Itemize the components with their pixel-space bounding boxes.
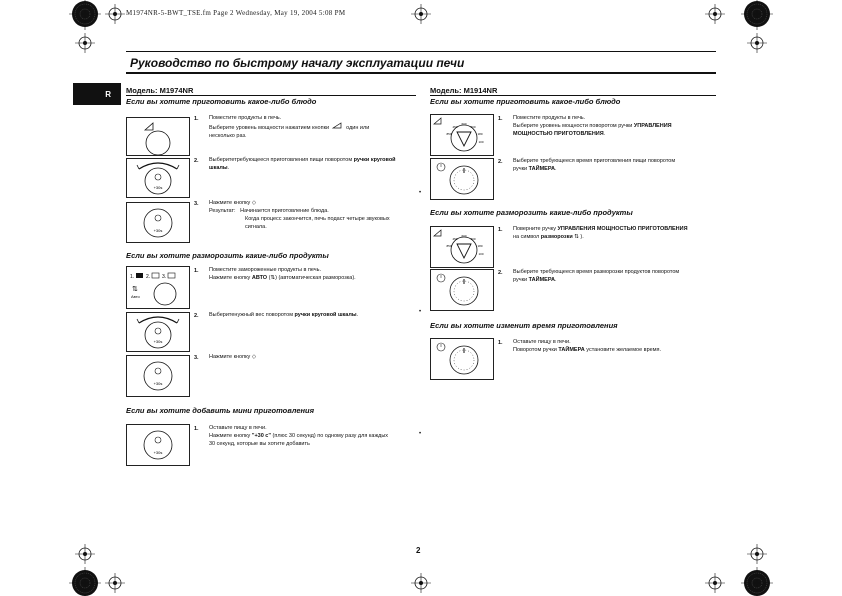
defrost-seq-3: 3. xyxy=(162,274,167,280)
right-model-label: Модель: M1914NR xyxy=(430,86,498,95)
right-model-rule xyxy=(430,95,716,96)
left-section-add-time-heading: Если вы хотите добавить мини приготовления xyxy=(126,406,315,415)
illustration-dial-knob-defrost xyxy=(126,312,190,352)
center-marker: • xyxy=(419,190,422,196)
left-section-defrost-heading: Если вы хотите разморозить какие-либо продукты xyxy=(126,251,329,260)
left-defrost-step2-text: Выберитенужный вес поворотом ручки круговой шкалы. xyxy=(209,312,359,318)
left-cook-step2-text: Выберитетребующееся приготовления пищи поворотом ручки круговой шкалы. xyxy=(209,157,396,171)
power-level: 180 xyxy=(477,244,483,248)
power-level: 600 xyxy=(461,234,467,238)
print-header: M1974NR-5-BWT_TSE.fm Page 2 Wednesday, May 19, 2004 5:08 PM xyxy=(126,9,346,17)
page-title: Руководство по быстрому началу эксплуатации печи xyxy=(130,56,465,70)
dial-plus30-label: +30s xyxy=(153,185,163,190)
title-rule-top xyxy=(126,51,716,52)
language-tab: R xyxy=(73,83,121,105)
start-icon: ◇ xyxy=(251,354,257,360)
illustration-defrost-button xyxy=(126,266,190,309)
right-change-time-step1-text: Оставьте пищу в печи. Поворотом ручки ТАЙМЕРА установите желаемое время. xyxy=(513,339,661,353)
left-model-label: Модель: M1974NR xyxy=(126,86,194,95)
page-number: 2 xyxy=(416,546,421,555)
right-defrost-step2-text: Выберите требующееся время разморозки продуктов поворотом ручки ТАЙМЕРА. xyxy=(513,269,680,283)
right-section-change-time-heading: Если вы хотите изменит время приготовления xyxy=(430,321,618,330)
power-level: 850 xyxy=(446,244,452,248)
start-plus30-label: +30s xyxy=(153,381,163,386)
defrost-symbol-icon: ⇅ xyxy=(270,275,276,281)
left-section-cook-heading: Если вы хотите приготовить какое-либо блюдо xyxy=(126,97,317,106)
right-section-defrost-heading: Если вы хотите разморозить какие-либо продукты xyxy=(430,208,633,217)
power-level: 450 xyxy=(452,125,458,129)
auto-label: Авто xyxy=(131,294,140,299)
right-defrost-step1-text: Поверните ручку УПРАВЛЕНИЯ МОЩНОСТЬЮ ПРИГОТОВЛЕНИЯ на символ разморозки ⇅ ). xyxy=(513,226,688,240)
illustration-timer-knob-defrost xyxy=(430,269,494,311)
power-level: 100 xyxy=(478,140,484,144)
power-level: 100 xyxy=(478,252,484,256)
illustration-timer-knob-change xyxy=(430,338,494,380)
illustration-plus30-button xyxy=(126,424,190,466)
power-level: 300 xyxy=(470,237,476,241)
start-icon: ◇ xyxy=(251,200,257,206)
right-cook-step2-text: Выберите требующееся время приготовления пищи поворотом ручки ТАЙМЕРА. xyxy=(513,158,676,172)
defrost-icon: ⇅ xyxy=(132,286,138,293)
plus30-label: +30s xyxy=(153,450,163,455)
illustration-start-button xyxy=(126,202,190,243)
power-level: 850 xyxy=(446,132,452,136)
dial-plus30-label: +30s xyxy=(153,339,163,344)
power-level: 450 xyxy=(452,237,458,241)
left-defrost-step3-text: Нажмите кнопку ◇ xyxy=(209,354,257,360)
illustration-timer-knob xyxy=(430,158,494,200)
right-cook-step1-text: Поместите продукты в печь. Выберите уровень мощности поворотом ручки УПРАВЛЕНИЯ МОЩНОСТЬЮ ПРИГОТОВЛЕНИЯ. xyxy=(513,115,672,137)
power-level: 180 xyxy=(477,132,483,136)
illustration-power-knob xyxy=(430,114,494,156)
right-section-cook-heading: Если вы хотите приготовить какое-либо блюдо xyxy=(430,97,621,106)
power-level: 600 xyxy=(461,122,467,126)
power-icon xyxy=(331,122,345,129)
defrost-seq-2: 2. xyxy=(146,274,151,280)
illustration-dial-knob xyxy=(126,158,190,198)
start-plus30-label: +30s xyxy=(153,228,163,233)
illustration-power-button xyxy=(126,117,190,156)
left-model-rule xyxy=(126,95,416,96)
left-cook-step1-text: Поместите продукты в печь. Выберите уровень мощности нажатием кнопки один или несколько раз. xyxy=(209,115,370,139)
center-marker: • xyxy=(419,431,422,437)
illustration-start-button-defrost xyxy=(126,355,190,397)
illustration-power-knob-defrost xyxy=(430,226,494,268)
defrost-seq-1: 1. xyxy=(130,274,135,280)
defrost-symbol-icon: ⇅ xyxy=(574,234,579,240)
power-level: 300 xyxy=(470,125,476,129)
left-cook-step3-text: Нажмите кнопку ◇ Результат: Начинается приготовление блюда. Когда процесс закончится, печь подаст четыре звуковых сигнала. xyxy=(209,200,390,230)
left-add-time-step1-text: Оставьте пищу в печи. Нажмите кнопку "+30 с" (плюс 30 секунд) по одному разу для каждых 30 секунд, которые вы хотите добавить xyxy=(209,425,389,447)
left-defrost-step1-text: Поместите замороженные продукты в печь. Нажмите кнопку АВТО (⇅) (автоматическая разморозка). xyxy=(209,267,356,281)
center-marker: • xyxy=(419,309,422,315)
title-rule-bottom xyxy=(126,72,716,74)
